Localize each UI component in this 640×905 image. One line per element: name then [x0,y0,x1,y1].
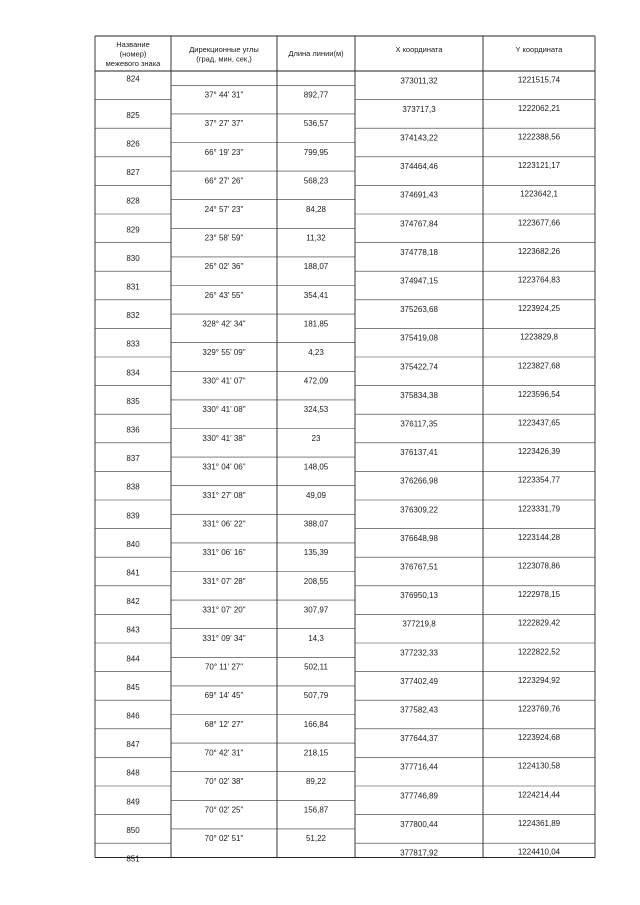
point-y: 1223642,1 [520,189,558,199]
segment-length: 14,3 [308,634,324,643]
point-name: 836 [126,425,140,435]
header-angle: Дирекционные углы [189,45,259,54]
point-x: 377219,8 [402,619,436,629]
segment-length: 135,39 [303,548,329,558]
point-y: 1223924,68 [517,733,561,743]
segment-angle: 330° 41' 38" [202,433,246,443]
point-y: 1222062,21 [517,103,561,113]
point-x: 377232,33 [400,648,438,658]
point-y: 1221515,74 [517,75,561,85]
point-name: 834 [126,368,140,378]
point-y: 1223827,68 [517,361,561,371]
segment-angle: 70° 42' 31" [204,748,244,758]
point-y: 1223764,83 [517,275,561,285]
segment-angle: 331° 04' 06" [202,462,246,472]
point-x: 376950,13 [400,591,438,601]
segment-angle: 330° 41' 07" [202,376,246,386]
point-name: 847 [126,740,140,750]
segment-angle: 68° 12' 27" [204,719,244,729]
coordinates-document [95,36,595,864]
segment-angle: 26° 02' 36" [204,262,244,272]
point-x: 375263,68 [400,305,438,315]
segment-length: 507,79 [303,691,329,701]
point-x: 377746,89 [400,791,438,801]
point-y: 1223682,26 [517,246,561,256]
point-y: 1222388,56 [517,132,561,142]
point-y: 1223331,79 [517,504,561,514]
point-x: 374464,46 [400,162,438,172]
segment-length: 166,84 [303,719,329,729]
point-y: 1223294,92 [517,675,561,685]
point-y: 1224410,04 [517,847,561,857]
segment-length: 218,15 [303,748,329,758]
point-name: 851 [126,854,140,864]
point-x: 375419,08 [400,333,438,343]
segment-length: 51,22 [305,834,327,844]
point-name: 841 [126,568,140,578]
point-x: 375834,38 [400,390,438,400]
point-name: 830 [126,253,140,263]
point-y: 1224361,89 [517,818,561,828]
point-name: 845 [126,682,140,692]
point-name: 842 [126,597,140,607]
segment-length: 84,28 [305,205,327,214]
coordinates-table [95,36,595,864]
point-x: 377644,37 [400,734,438,744]
segment-length: 23 [311,433,321,443]
segment-length: 89,22 [305,777,327,786]
segment-angle: 331° 09' 34" [202,634,246,643]
point-name: 832 [126,311,140,321]
point-name: 827 [126,168,140,178]
point-name: 837 [126,454,140,464]
segment-length: 568,23 [303,176,329,186]
segment-length: 892,77 [303,90,329,100]
segment-angle: 23° 58' 59" [204,233,244,243]
point-x: 377402,49 [400,676,438,686]
point-y: 1223829,8 [520,332,558,342]
header-x: X координата [395,45,443,54]
segment-length: 502,11 [304,662,328,672]
point-name: 824 [126,74,140,84]
point-name: 839 [126,511,140,521]
point-x: 374947,15 [400,276,438,286]
point-y: 1222822,52 [517,647,561,657]
point-y: 1222829,42 [517,618,561,628]
header-y: Y координата [515,45,563,54]
segment-length: 156,87 [303,805,329,815]
point-y: 1223121,17 [517,161,561,171]
segment-angle: 331° 27' 08" [202,491,246,500]
point-y: 1223677,66 [517,218,561,228]
header-name: межевого знака [105,59,161,68]
point-y: 1224130,58 [517,761,561,771]
point-name: 826 [126,139,140,149]
segment-angle: 26° 43' 55" [204,290,244,300]
point-y: 1223078,86 [517,561,561,571]
segment-angle: 331° 06' 22" [202,519,246,529]
point-name: 835 [126,396,140,406]
point-name: 849 [126,797,140,807]
point-name: 840 [126,539,140,549]
point-y: 1223354,77 [517,475,561,485]
point-name: 825 [126,110,140,120]
point-name: 844 [126,654,140,664]
point-x: 374691,43 [400,190,438,200]
point-x: 374767,84 [400,219,438,229]
header-length: Длина линии(м) [288,49,344,58]
point-name: 831 [126,282,140,292]
point-x: 377582,43 [400,705,438,715]
point-name: 838 [126,482,140,492]
segment-length: 188,07 [303,262,329,272]
segment-length: 181,85 [303,319,329,329]
segment-length: 49,09 [305,491,327,500]
segment-angle: 330° 41' 08" [202,405,246,415]
point-x: 376767,51 [400,562,438,572]
segment-length: 799,95 [303,147,329,157]
segment-angle: 70° 11' 27" [204,662,244,672]
segment-angle: 69° 14' 45" [204,691,244,701]
segment-length: 354,41 [303,290,329,300]
point-name: 848 [126,768,140,778]
header-name: (номер) [119,49,147,59]
point-name: 846 [126,711,140,721]
segment-angle: 331° 06' 16" [202,548,246,558]
segment-angle: 66° 19' 23" [204,147,244,157]
header-name: Название [116,40,150,49]
point-name: 843 [126,625,140,635]
point-y: 1224214,44 [517,790,561,800]
point-name: 828 [126,196,140,206]
segment-length: 388,07 [303,519,329,529]
header-angle: (град, мин, сек,) [196,54,252,64]
point-x: 376648,98 [400,533,438,543]
point-x: 373011,32 [400,76,438,86]
segment-angle: 328° 42' 34" [202,319,246,329]
segment-length: 324,53 [303,405,329,415]
segment-angle: 66° 27' 26" [204,176,244,186]
point-name: 833 [126,339,140,349]
point-x: 373717,3 [402,104,436,114]
segment-angle: 329° 55' 09" [202,348,246,357]
point-x: 374143,22 [400,133,438,143]
point-y: 1223144,28 [517,532,561,542]
segment-length: 536,57 [303,119,329,129]
segment-angle: 24° 57' 23" [204,205,244,214]
point-y: 1223769,76 [517,704,561,714]
segment-angle: 70° 02' 25" [204,805,244,815]
segment-angle: 70° 02' 51" [204,834,244,844]
segment-length: 472,09 [303,376,329,386]
point-y: 1222978,15 [517,590,561,600]
point-y: 1223924,25 [517,304,561,314]
point-y: 1223437,65 [517,418,561,428]
segment-length: 307,97 [303,605,329,615]
segment-length: 148,05 [303,462,329,472]
point-name: 829 [126,225,140,235]
point-x: 374778,18 [400,247,438,257]
point-x: 375422,74 [400,362,438,372]
point-y: 1223426,39 [517,447,561,457]
point-x: 377817,92 [400,848,438,858]
point-x: 376117,35 [400,419,438,429]
point-x: 377800,44 [400,819,438,829]
point-y: 1223596,54 [517,389,561,399]
point-x: 376266,98 [400,476,438,486]
segment-length: 208,55 [303,576,329,586]
point-x: 376309,22 [400,505,438,515]
segment-length: 4,23 [308,348,324,357]
segment-angle: 331° 07' 28" [202,576,246,586]
segment-length: 11,32 [306,233,326,243]
segment-angle: 331° 07' 20" [202,605,246,615]
segment-angle: 37° 44' 31" [204,90,244,100]
point-x: 377716,44 [400,762,438,772]
segment-angle: 37° 27' 37" [204,119,244,129]
point-name: 850 [126,825,140,835]
point-x: 376137,41 [400,448,438,458]
segment-angle: 70° 02' 38" [204,777,244,786]
